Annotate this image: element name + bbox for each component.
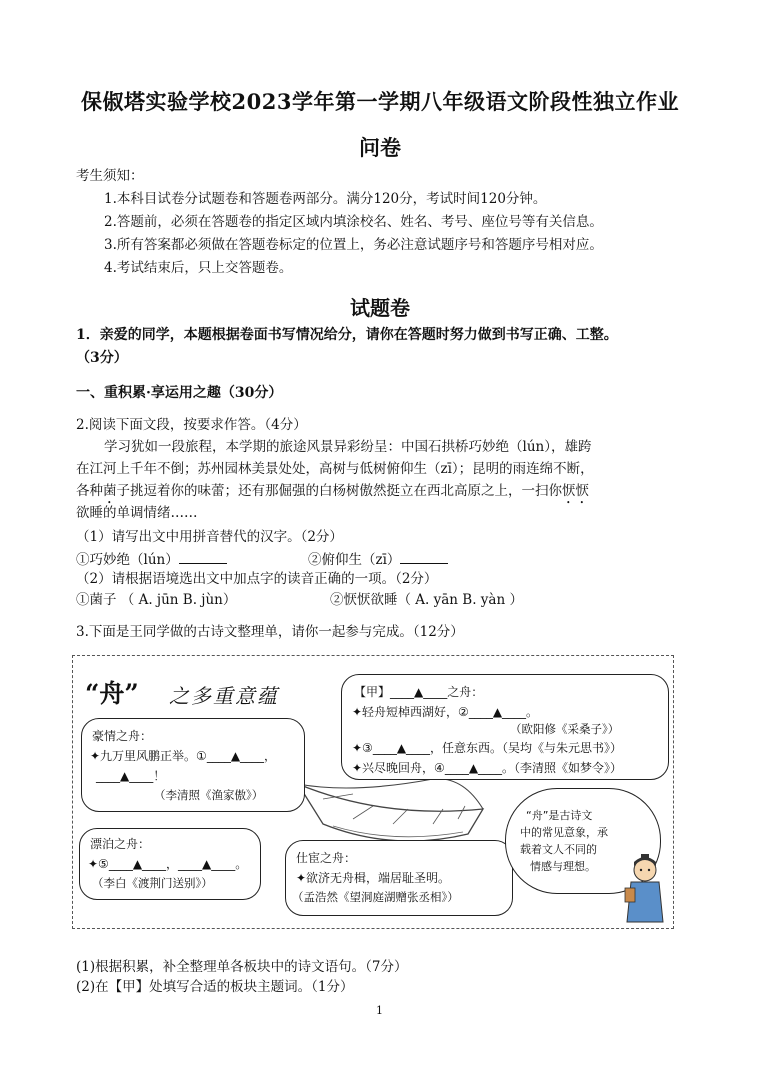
bubble-jia-title: 【甲】____▲____之舟：: [354, 685, 484, 699]
bubble-shihuan: [285, 840, 513, 916]
bubble-piaobo-title: 漂泊之舟：: [90, 837, 151, 851]
notice-heading: 考生须知：: [76, 168, 144, 184]
poem-citation: （欧阳修《采桑子》）: [510, 722, 620, 736]
dotted-char: 菌: [103, 483, 117, 499]
choice-option-2[interactable]: ②恹恹欲睡（ A. yān B. yàn ）: [330, 592, 523, 608]
poem-line[interactable]: ✦③____▲____，任意东西。（吴均《与朱元思书》）: [352, 741, 623, 755]
notice-item: 1.本科目试卷分试题卷和答题卷两部分。满分120分，考试时间120分钟。: [104, 191, 547, 207]
answer-blank-1[interactable]: ①巧妙绝（lún）: [76, 549, 227, 569]
question-2-1: （1）请写出文中用拼音替代的汉字。（2分）: [76, 529, 343, 545]
poem-line[interactable]: ✦⑤____▲____，____▲____。: [88, 857, 248, 871]
notice-item: 3.所有答案都必须做在答题卷标定的位置上，务必注意试题序号和答题序号相对应。: [104, 237, 603, 253]
notice-item: 4.考试结束后，只上交答题卷。: [104, 260, 293, 276]
notice-item: 2.答题前，必须在答题卷的指定区域内填涂校名、姓名、考号、座位号等有关信息。: [104, 214, 603, 230]
passage-line: 欲睡的单调情绪……: [76, 505, 198, 521]
exam-subtitle: 问卷: [359, 135, 401, 160]
question-1-text: 1．亲爱的同学，本题根据卷面书写情况给分，请你在答题时努力做到书写正确、工整。: [76, 327, 618, 343]
note-line: 中的常见意象，承: [520, 826, 608, 839]
bubble-piaobo: [79, 828, 261, 900]
card-heading-quote: “舟”: [85, 679, 139, 708]
question-3-head: 3.下面是王同学做的古诗文整理单，请你一起参与完成。（12分）: [76, 624, 464, 640]
question-3-1: (1)根据积累，补全整理单各板块中的诗文语句。（7分）: [76, 959, 408, 975]
choice-option-1[interactable]: ①菌子 （ A. jūn B. jùn）: [76, 592, 237, 608]
part-1-title: 一、重积累·享运用之趣（30分）: [76, 385, 283, 401]
question-2-head: 2.阅读下面文段，按要求作答。（4分）: [76, 417, 307, 433]
poem-card: [72, 655, 674, 929]
exam-title: 保俶塔实验学校2023学年第一学期八年级语文阶段性独立作业: [81, 89, 679, 114]
question-2-2: （2）请根据语境选出文中加点字的读音正确的一项。（2分）: [76, 571, 438, 587]
question-3-2: (2)在【甲】处填写合适的板块主题词。（1分）: [76, 979, 354, 995]
bubble-haoqing: [81, 718, 305, 812]
dotted-char: 恹恹: [562, 483, 589, 499]
poem-citation: （李清照《渔家傲》）: [154, 788, 264, 802]
note-line: 载着文人不同的: [520, 843, 597, 856]
answer-blank-2[interactable]: ②俯仰生（zī）: [308, 549, 448, 569]
passage-line: 各种菌子挑逗着你的味蕾；还有那倔强的白杨树傲然挺立在西北高原之上，一扫你恹恹: [76, 483, 589, 499]
passage-line: 学习犹如一段旅程，本学期的旅途风景异彩纷呈：中国石拱桥巧妙绝（lún），雄跨: [104, 439, 592, 455]
note-line: “舟”是古诗文: [526, 809, 593, 822]
scholar-figure-icon: [621, 852, 669, 924]
poem-line[interactable]: ✦兴尽晚回舟，④____▲____。（李清照《如梦令》）: [352, 761, 623, 775]
poem-citation: （孟浩然《望洞庭湖赠张丞相》）: [292, 890, 459, 904]
poem-line[interactable]: ____▲____！: [96, 769, 166, 783]
page-number: 1: [376, 1004, 383, 1017]
poem-line[interactable]: ✦九万里风鹏正举。①____▲____，: [90, 749, 277, 763]
bubble-jia: [341, 674, 669, 780]
card-heading-text: 之多重意蕴: [169, 684, 279, 708]
passage-line: 在江河上千年不倒；苏州园林美景处处，高树与低树俯仰生（zī）；昆明的雨连绵不断，: [76, 461, 594, 477]
poem-line: ✦欲济无舟楫，端居耻圣明。: [296, 871, 451, 885]
poem-citation: （李白《渡荆门送别》）: [92, 876, 213, 890]
section-title: 试题卷: [350, 296, 410, 320]
bubble-shihuan-title: 仕宦之舟：: [296, 851, 357, 865]
poem-line[interactable]: ✦轻舟短棹西湖好，②____▲____。: [352, 705, 539, 719]
question-1-score: （3分）: [76, 350, 128, 366]
note-line: 情感与理想。: [530, 860, 596, 873]
bubble-haoqing-title: 豪情之舟：: [92, 729, 153, 743]
